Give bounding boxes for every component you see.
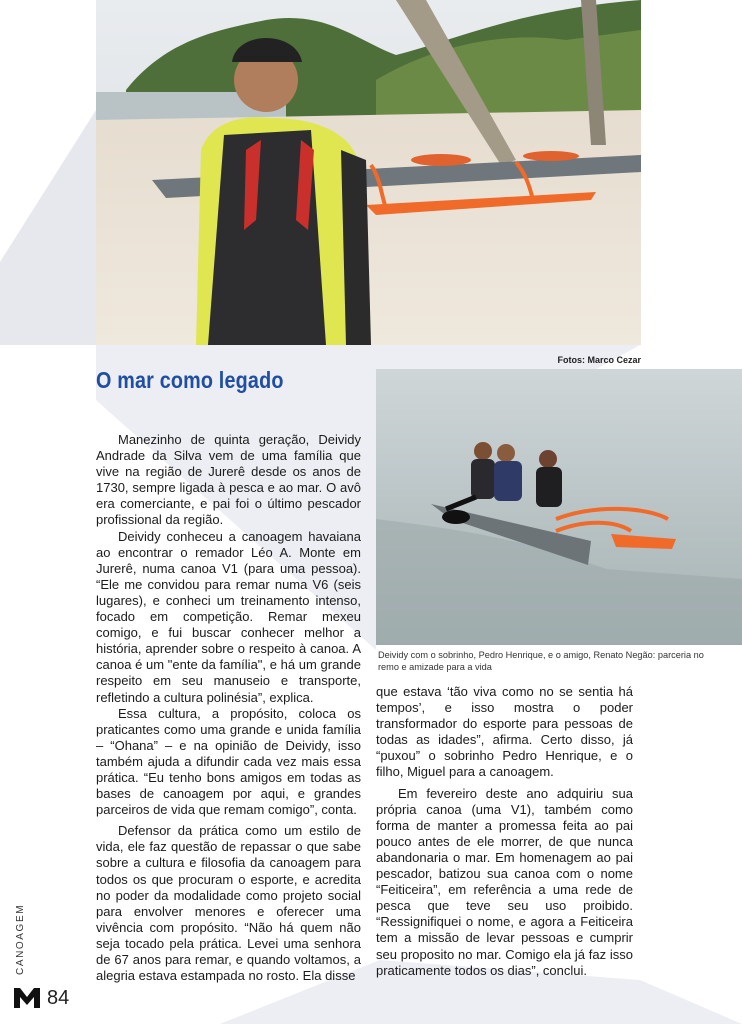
paragraph: Deividy conheceu a canoagem havaiana ao encontrar o remador Léo A. Monte em Jurerê, numa canoa V1 (para uma pessoa). “Ele me convidou para remar numa V6 (seis lugares), e conheci um treinamento intenso, focado em competição. Remar mexeu comigo, e fui buscar conhecer melhor a história, aprender sobre o respeito à canoa. A canoa é um "ente da família", e há um grande respeito em seu manuseio e transporte, refletindo a cultura polinésia”, explica. xyxy=(96,528,361,705)
paragraph: que estava ‘tão viva como no se sentia há tempos’, e isso mostra o poder transformador do esporte para pessoas de todas as idades”, afirma. Certo disso, já “puxou” o sobrinho Pedro Henrique, e o filho, Miguel para a canoagem. xyxy=(376,684,633,780)
photo-caption: Deividy com o sobrinho, Pedro Henrique, e o amigo, Renato Negão: parceria no remo e amizade para a vida xyxy=(378,650,704,672)
paragraph: Manezinho de quinta geração, Deividy Andrade da Silva vem de uma família que vive na região de Jurerê desde os anos de 1730, sempre ligada à pesca e ao mar. O avô era comerciante, e pai foi o último pescador profissional da região. xyxy=(96,432,361,528)
canoe-photo xyxy=(376,369,742,645)
article-title: O mar como legado xyxy=(96,367,284,393)
magazine-logo-icon xyxy=(14,988,40,1008)
section-label: CANOAGEM xyxy=(15,903,26,975)
paragraph: Em fevereiro deste ano adquiriu sua própria canoa (uma V1), também como forma de manter a promessa feita ao pai pouco antes de ele morrer, de que nunca abandonaria o mar. Em homenagem ao pai pescador, batizou sua canoa com o nome “Feiticeira”, em referência a uma rede de pesca que teve seu uso proibido. “Ressignifiquei o nome, e agora a Feiticeira tem a missão de levar pessoas e cumprir seu proposito no mar. Comigo ela já faz isso praticamente todos os dias”, conclui. xyxy=(376,785,633,978)
page-number: 84 xyxy=(47,987,70,1009)
hero-photo xyxy=(96,0,641,345)
article-column-2 xyxy=(376,684,633,979)
paragraph: Essa cultura, a propósito, coloca os praticantes como uma grande e unida família – “Ohana” – e na opinião de Deividy, isso também ajuda a difundir cada vez mais essa prática. “Eu tenho bons amigos em todas as bases de canoagem por aqui, e grandes parceiros de vida que remam comigo”, conta. xyxy=(96,705,361,818)
photo-credit: Fotos: Marco Cezar xyxy=(557,355,641,365)
paragraph: Defensor da prática como um estilo de vida, ele faz questão de repassar o que sabe sobre a cultura e filosofia da canoagem para todos os que procuram o esporte, e acredita no poder da modalidade como projeto social para envolver menores e oferecer uma vivência com propósito. “Não há quem não seja tocado pela prática. Levei uma senhora de 67 anos para remar, e quando voltamos, a alegria estava estampada no rosto. Ela disse xyxy=(96,823,361,984)
article-column-1 xyxy=(96,432,361,984)
